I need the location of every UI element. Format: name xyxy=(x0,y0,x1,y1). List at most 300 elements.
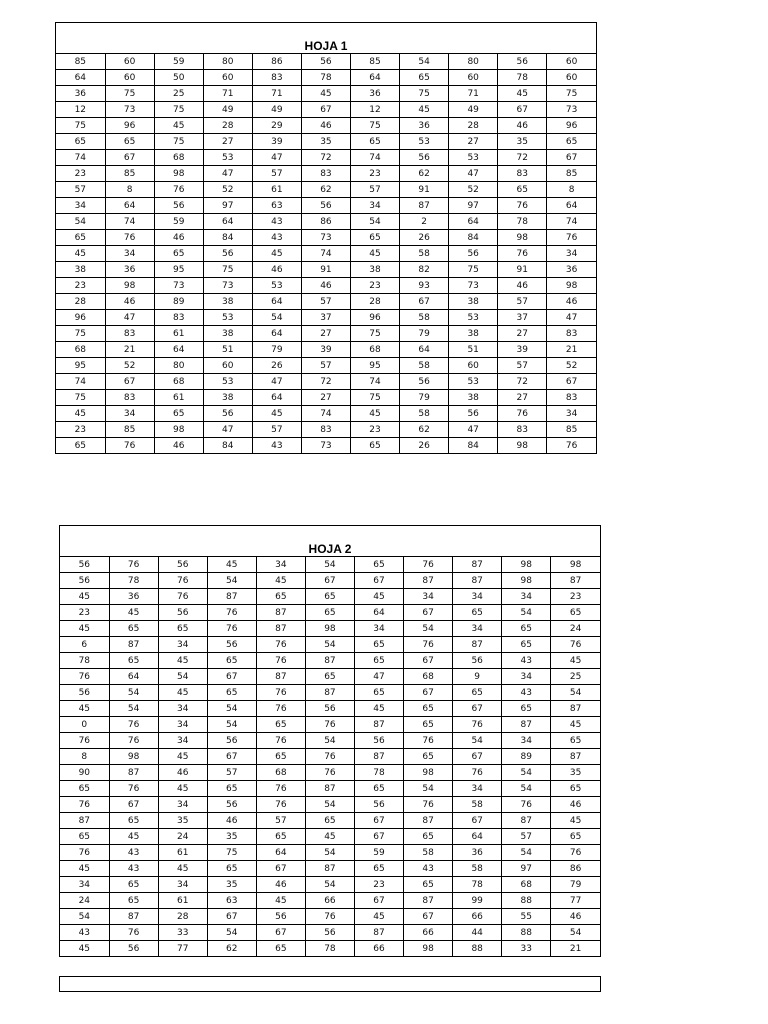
table-cell: 54 xyxy=(305,733,354,749)
table-row xyxy=(60,621,600,637)
table-cell: 26 xyxy=(252,358,301,374)
table-cell: 27 xyxy=(449,134,498,150)
table-row xyxy=(60,653,600,669)
table-cell: 34 xyxy=(158,797,207,813)
table-cell: 58 xyxy=(400,310,449,326)
table-cell: 61 xyxy=(154,326,203,342)
table-cell: 65 xyxy=(56,230,105,246)
table-row xyxy=(56,278,596,294)
table-cell: 65 xyxy=(207,861,256,877)
table-cell: 51 xyxy=(203,342,252,358)
table-cell: 79 xyxy=(551,877,600,893)
table-cell: 82 xyxy=(400,262,449,278)
table-cell: 46 xyxy=(256,877,305,893)
table-cell: 56 xyxy=(60,573,109,589)
table-cell: 76 xyxy=(547,230,596,246)
table-cell: 78 xyxy=(498,70,547,86)
table-cell: 98 xyxy=(498,438,547,454)
table-cell: 45 xyxy=(354,701,403,717)
table-cell: 87 xyxy=(400,198,449,214)
table-cell: 65 xyxy=(305,813,354,829)
table-cell: 53 xyxy=(203,150,252,166)
table-cell: 96 xyxy=(105,118,154,134)
sheet-header xyxy=(56,23,596,53)
table-cell: 87 xyxy=(404,573,453,589)
table-cell: 45 xyxy=(305,829,354,845)
table-cell: 87 xyxy=(453,557,502,573)
table-cell: 36 xyxy=(105,262,154,278)
table-cell: 27 xyxy=(301,326,350,342)
table-cell: 35 xyxy=(207,877,256,893)
table-cell: 97 xyxy=(203,198,252,214)
table-cell: 67 xyxy=(404,605,453,621)
table-cell: 61 xyxy=(158,893,207,909)
table-cell: 65 xyxy=(551,605,600,621)
table-cell: 79 xyxy=(400,326,449,342)
table-cell: 56 xyxy=(203,406,252,422)
table-cell: 65 xyxy=(105,134,154,150)
table-cell: 65 xyxy=(404,717,453,733)
table-cell: 33 xyxy=(158,925,207,941)
table-cell: 87 xyxy=(305,685,354,701)
table-row xyxy=(60,909,600,925)
table-cell: 75 xyxy=(154,102,203,118)
table-cell: 74 xyxy=(56,150,105,166)
table-cell: 38 xyxy=(203,326,252,342)
table-cell: 65 xyxy=(305,589,354,605)
table-cell: 76 xyxy=(109,925,158,941)
table-cell: 38 xyxy=(449,390,498,406)
table-cell: 75 xyxy=(203,262,252,278)
table-cell: 8 xyxy=(60,749,109,765)
table-cell: 93 xyxy=(400,278,449,294)
table-cell: 49 xyxy=(252,102,301,118)
table-cell: 76 xyxy=(109,733,158,749)
table-cell: 53 xyxy=(252,278,301,294)
table-cell: 45 xyxy=(256,893,305,909)
table-cell: 86 xyxy=(252,54,301,70)
table-cell: 76 xyxy=(453,717,502,733)
table-cell: 43 xyxy=(502,685,551,701)
table-cell: 23 xyxy=(350,422,399,438)
table-cell: 45 xyxy=(158,781,207,797)
table-cell: 67 xyxy=(305,573,354,589)
table-cell: 45 xyxy=(350,246,399,262)
table-cell: 38 xyxy=(203,294,252,310)
table-cell: 67 xyxy=(256,925,305,941)
empty-footer-box xyxy=(59,976,601,992)
table-cell: 89 xyxy=(154,294,203,310)
table-cell: 56 xyxy=(400,150,449,166)
table-cell: 65 xyxy=(109,877,158,893)
table-cell: 56 xyxy=(256,909,305,925)
table-cell: 65 xyxy=(354,653,403,669)
table-cell: 53 xyxy=(449,374,498,390)
table-cell: 56 xyxy=(400,374,449,390)
table-cell: 58 xyxy=(453,861,502,877)
table-cell: 23 xyxy=(551,589,600,605)
table-cell: 21 xyxy=(547,342,596,358)
table-cell: 54 xyxy=(502,781,551,797)
table-cell: 54 xyxy=(453,733,502,749)
table-cell: 76 xyxy=(60,733,109,749)
table-cell: 75 xyxy=(350,390,399,406)
table-cell: 77 xyxy=(551,893,600,909)
table-cell: 64 xyxy=(252,390,301,406)
table-cell: 23 xyxy=(350,166,399,182)
table-cell: 68 xyxy=(502,877,551,893)
data-table xyxy=(60,556,600,956)
table-cell: 45 xyxy=(56,246,105,262)
table-cell: 76 xyxy=(498,246,547,262)
table-cell: 67 xyxy=(354,829,403,845)
table-cell: 74 xyxy=(56,374,105,390)
table-cell: 67 xyxy=(109,797,158,813)
table-cell: 75 xyxy=(56,118,105,134)
table-cell: 0 xyxy=(60,717,109,733)
table-cell: 65 xyxy=(109,653,158,669)
table-cell: 83 xyxy=(547,326,596,342)
table-cell: 87 xyxy=(207,589,256,605)
table-cell: 76 xyxy=(207,605,256,621)
table-cell: 29 xyxy=(252,118,301,134)
table-cell: 46 xyxy=(154,230,203,246)
table-cell: 76 xyxy=(256,733,305,749)
table-cell: 46 xyxy=(498,278,547,294)
table-cell: 38 xyxy=(350,262,399,278)
table-cell: 84 xyxy=(203,438,252,454)
table-row xyxy=(56,134,596,150)
table-cell: 47 xyxy=(203,166,252,182)
table-cell: 36 xyxy=(109,589,158,605)
table-cell: 87 xyxy=(256,621,305,637)
table-cell: 56 xyxy=(154,198,203,214)
table-row xyxy=(56,118,596,134)
table-cell: 61 xyxy=(154,390,203,406)
table-cell: 67 xyxy=(354,573,403,589)
table-cell: 38 xyxy=(449,294,498,310)
table-cell: 65 xyxy=(154,246,203,262)
table-cell: 64 xyxy=(453,829,502,845)
table-cell: 34 xyxy=(453,621,502,637)
table-cell: 88 xyxy=(502,893,551,909)
table-cell: 83 xyxy=(301,422,350,438)
table-cell: 21 xyxy=(551,941,600,957)
table-cell: 72 xyxy=(498,150,547,166)
table-cell: 54 xyxy=(502,845,551,861)
table-cell: 57 xyxy=(56,182,105,198)
table-cell: 85 xyxy=(547,422,596,438)
table-cell: 74 xyxy=(350,374,399,390)
table-cell: 67 xyxy=(207,749,256,765)
table-cell: 67 xyxy=(453,813,502,829)
table-cell: 98 xyxy=(105,278,154,294)
table-cell: 74 xyxy=(301,406,350,422)
table-cell: 46 xyxy=(105,294,154,310)
table-cell: 85 xyxy=(547,166,596,182)
table-cell: 54 xyxy=(109,701,158,717)
table-cell: 23 xyxy=(56,278,105,294)
table-cell: 65 xyxy=(207,781,256,797)
table-cell: 98 xyxy=(154,422,203,438)
table-row xyxy=(60,717,600,733)
table-row xyxy=(56,182,596,198)
table-row xyxy=(56,230,596,246)
table-cell: 62 xyxy=(400,166,449,182)
table-cell: 45 xyxy=(60,621,109,637)
table-cell: 60 xyxy=(449,70,498,86)
table-cell: 45 xyxy=(154,118,203,134)
table-row xyxy=(60,877,600,893)
table-cell: 36 xyxy=(453,845,502,861)
table-cell: 21 xyxy=(105,342,154,358)
table-cell: 65 xyxy=(158,621,207,637)
table-cell: 73 xyxy=(301,230,350,246)
table-cell: 56 xyxy=(158,557,207,573)
table-cell: 78 xyxy=(498,214,547,230)
table-row xyxy=(60,669,600,685)
table-cell: 51 xyxy=(449,342,498,358)
table-cell: 67 xyxy=(207,669,256,685)
table-cell: 65 xyxy=(502,621,551,637)
table-cell: 66 xyxy=(305,893,354,909)
table-cell: 45 xyxy=(354,909,403,925)
table-cell: 46 xyxy=(301,118,350,134)
table-cell: 75 xyxy=(547,86,596,102)
table-cell: 34 xyxy=(547,246,596,262)
table-cell: 76 xyxy=(256,685,305,701)
table-row xyxy=(60,797,600,813)
table-cell: 35 xyxy=(551,765,600,781)
table-row xyxy=(56,262,596,278)
table-cell: 74 xyxy=(301,246,350,262)
table-cell: 35 xyxy=(158,813,207,829)
table-cell: 75 xyxy=(105,86,154,102)
table-cell: 54 xyxy=(109,685,158,701)
table-cell: 84 xyxy=(449,230,498,246)
table-row xyxy=(60,861,600,877)
table-cell: 54 xyxy=(404,781,453,797)
table-cell: 12 xyxy=(56,102,105,118)
table-cell: 57 xyxy=(301,358,350,374)
table-cell: 54 xyxy=(305,637,354,653)
table-cell: 65 xyxy=(109,813,158,829)
table-cell: 59 xyxy=(354,845,403,861)
table-cell: 65 xyxy=(256,717,305,733)
table-cell: 52 xyxy=(449,182,498,198)
table-cell: 75 xyxy=(207,845,256,861)
table-cell: 98 xyxy=(498,230,547,246)
table-cell: 54 xyxy=(252,310,301,326)
table-cell: 45 xyxy=(207,557,256,573)
table-cell: 76 xyxy=(551,637,600,653)
table-cell: 85 xyxy=(105,422,154,438)
table-cell: 98 xyxy=(404,941,453,957)
table-cell: 68 xyxy=(154,150,203,166)
table-cell: 96 xyxy=(547,118,596,134)
table-row xyxy=(56,438,596,454)
table-cell: 87 xyxy=(109,909,158,925)
table-cell: 45 xyxy=(56,406,105,422)
table-cell: 67 xyxy=(453,749,502,765)
table-cell: 59 xyxy=(154,214,203,230)
table-cell: 87 xyxy=(109,765,158,781)
table-cell: 79 xyxy=(252,342,301,358)
table-row xyxy=(56,150,596,166)
table-cell: 45 xyxy=(256,573,305,589)
table-cell: 34 xyxy=(56,198,105,214)
table-cell: 65 xyxy=(256,829,305,845)
table-cell: 36 xyxy=(350,86,399,102)
table-cell: 34 xyxy=(158,717,207,733)
table-cell: 78 xyxy=(60,653,109,669)
table-cell: 65 xyxy=(551,733,600,749)
table-cell: 8 xyxy=(547,182,596,198)
table-cell: 65 xyxy=(60,829,109,845)
table-cell: 83 xyxy=(154,310,203,326)
table-row xyxy=(60,557,600,573)
table-cell: 33 xyxy=(502,941,551,957)
table-cell: 76 xyxy=(498,198,547,214)
table-cell: 23 xyxy=(354,877,403,893)
table-cell: 56 xyxy=(449,246,498,262)
table-row xyxy=(56,54,596,70)
table-cell: 38 xyxy=(203,390,252,406)
table-cell: 62 xyxy=(301,182,350,198)
table-cell: 75 xyxy=(400,86,449,102)
table-cell: 54 xyxy=(551,925,600,941)
table-cell: 43 xyxy=(252,438,301,454)
table-row xyxy=(60,941,600,957)
table-cell: 67 xyxy=(105,150,154,166)
table-row xyxy=(56,310,596,326)
table-cell: 54 xyxy=(404,621,453,637)
data-table xyxy=(56,53,596,453)
table-cell: 75 xyxy=(56,326,105,342)
table-row xyxy=(60,925,600,941)
table-cell: 87 xyxy=(256,669,305,685)
table-cell: 72 xyxy=(301,150,350,166)
table-cell: 71 xyxy=(203,86,252,102)
table-row xyxy=(60,685,600,701)
table-cell: 87 xyxy=(502,813,551,829)
table-cell: 37 xyxy=(498,310,547,326)
table-row xyxy=(60,765,600,781)
table-cell: 45 xyxy=(109,605,158,621)
table-cell: 43 xyxy=(404,861,453,877)
table-cell: 56 xyxy=(354,733,403,749)
table-cell: 46 xyxy=(498,118,547,134)
table-cell: 53 xyxy=(400,134,449,150)
table-cell: 34 xyxy=(158,733,207,749)
table-cell: 34 xyxy=(105,406,154,422)
table-cell: 56 xyxy=(207,637,256,653)
table-cell: 84 xyxy=(203,230,252,246)
table-cell: 61 xyxy=(252,182,301,198)
table-cell: 76 xyxy=(305,749,354,765)
table-row xyxy=(60,845,600,861)
table-cell: 80 xyxy=(203,54,252,70)
table-cell: 76 xyxy=(453,765,502,781)
table-cell: 76 xyxy=(256,701,305,717)
table-cell: 54 xyxy=(207,573,256,589)
table-cell: 28 xyxy=(203,118,252,134)
table-cell: 65 xyxy=(256,749,305,765)
table-cell: 73 xyxy=(105,102,154,118)
table-cell: 91 xyxy=(400,182,449,198)
table-cell: 27 xyxy=(301,390,350,406)
table-cell: 54 xyxy=(350,214,399,230)
table-cell: 54 xyxy=(56,214,105,230)
table-cell: 57 xyxy=(256,813,305,829)
table-cell: 43 xyxy=(60,925,109,941)
table-cell: 76 xyxy=(109,717,158,733)
table-row xyxy=(56,246,596,262)
table-cell: 34 xyxy=(105,246,154,262)
table-row xyxy=(56,422,596,438)
table-row xyxy=(56,374,596,390)
table-cell: 87 xyxy=(551,749,600,765)
table-cell: 78 xyxy=(301,70,350,86)
table-cell: 64 xyxy=(252,326,301,342)
table-cell: 58 xyxy=(400,406,449,422)
table-cell: 67 xyxy=(547,150,596,166)
table-row xyxy=(56,406,596,422)
table-cell: 65 xyxy=(498,182,547,198)
table-cell: 59 xyxy=(154,54,203,70)
table-cell: 89 xyxy=(502,749,551,765)
table-cell: 98 xyxy=(109,749,158,765)
table-cell: 54 xyxy=(551,685,600,701)
table-cell: 28 xyxy=(158,909,207,925)
table-cell: 28 xyxy=(449,118,498,134)
table-cell: 76 xyxy=(109,781,158,797)
table-cell: 67 xyxy=(404,653,453,669)
table-cell: 76 xyxy=(60,797,109,813)
table-cell: 65 xyxy=(404,701,453,717)
table-cell: 34 xyxy=(350,198,399,214)
table-cell: 98 xyxy=(502,557,551,573)
table-cell: 76 xyxy=(105,438,154,454)
table-cell: 23 xyxy=(350,278,399,294)
table-cell: 75 xyxy=(154,134,203,150)
table-cell: 79 xyxy=(400,390,449,406)
table-row xyxy=(56,390,596,406)
table-cell: 24 xyxy=(60,893,109,909)
table-cell: 24 xyxy=(551,621,600,637)
table-cell: 47 xyxy=(547,310,596,326)
table-cell: 75 xyxy=(449,262,498,278)
table-cell: 46 xyxy=(551,797,600,813)
table-cell: 46 xyxy=(154,438,203,454)
table-cell: 65 xyxy=(547,134,596,150)
table-cell: 56 xyxy=(60,685,109,701)
table-cell: 36 xyxy=(56,86,105,102)
table-cell: 65 xyxy=(400,70,449,86)
table-cell: 58 xyxy=(400,246,449,262)
table-cell: 47 xyxy=(252,150,301,166)
table-cell: 68 xyxy=(350,342,399,358)
table-cell: 80 xyxy=(449,54,498,70)
table-cell: 45 xyxy=(109,829,158,845)
table-cell: 53 xyxy=(449,310,498,326)
table-cell: 73 xyxy=(154,278,203,294)
table-cell: 76 xyxy=(305,909,354,925)
table-cell: 68 xyxy=(256,765,305,781)
table-row xyxy=(56,214,596,230)
table-cell: 52 xyxy=(547,358,596,374)
table-cell: 65 xyxy=(404,877,453,893)
